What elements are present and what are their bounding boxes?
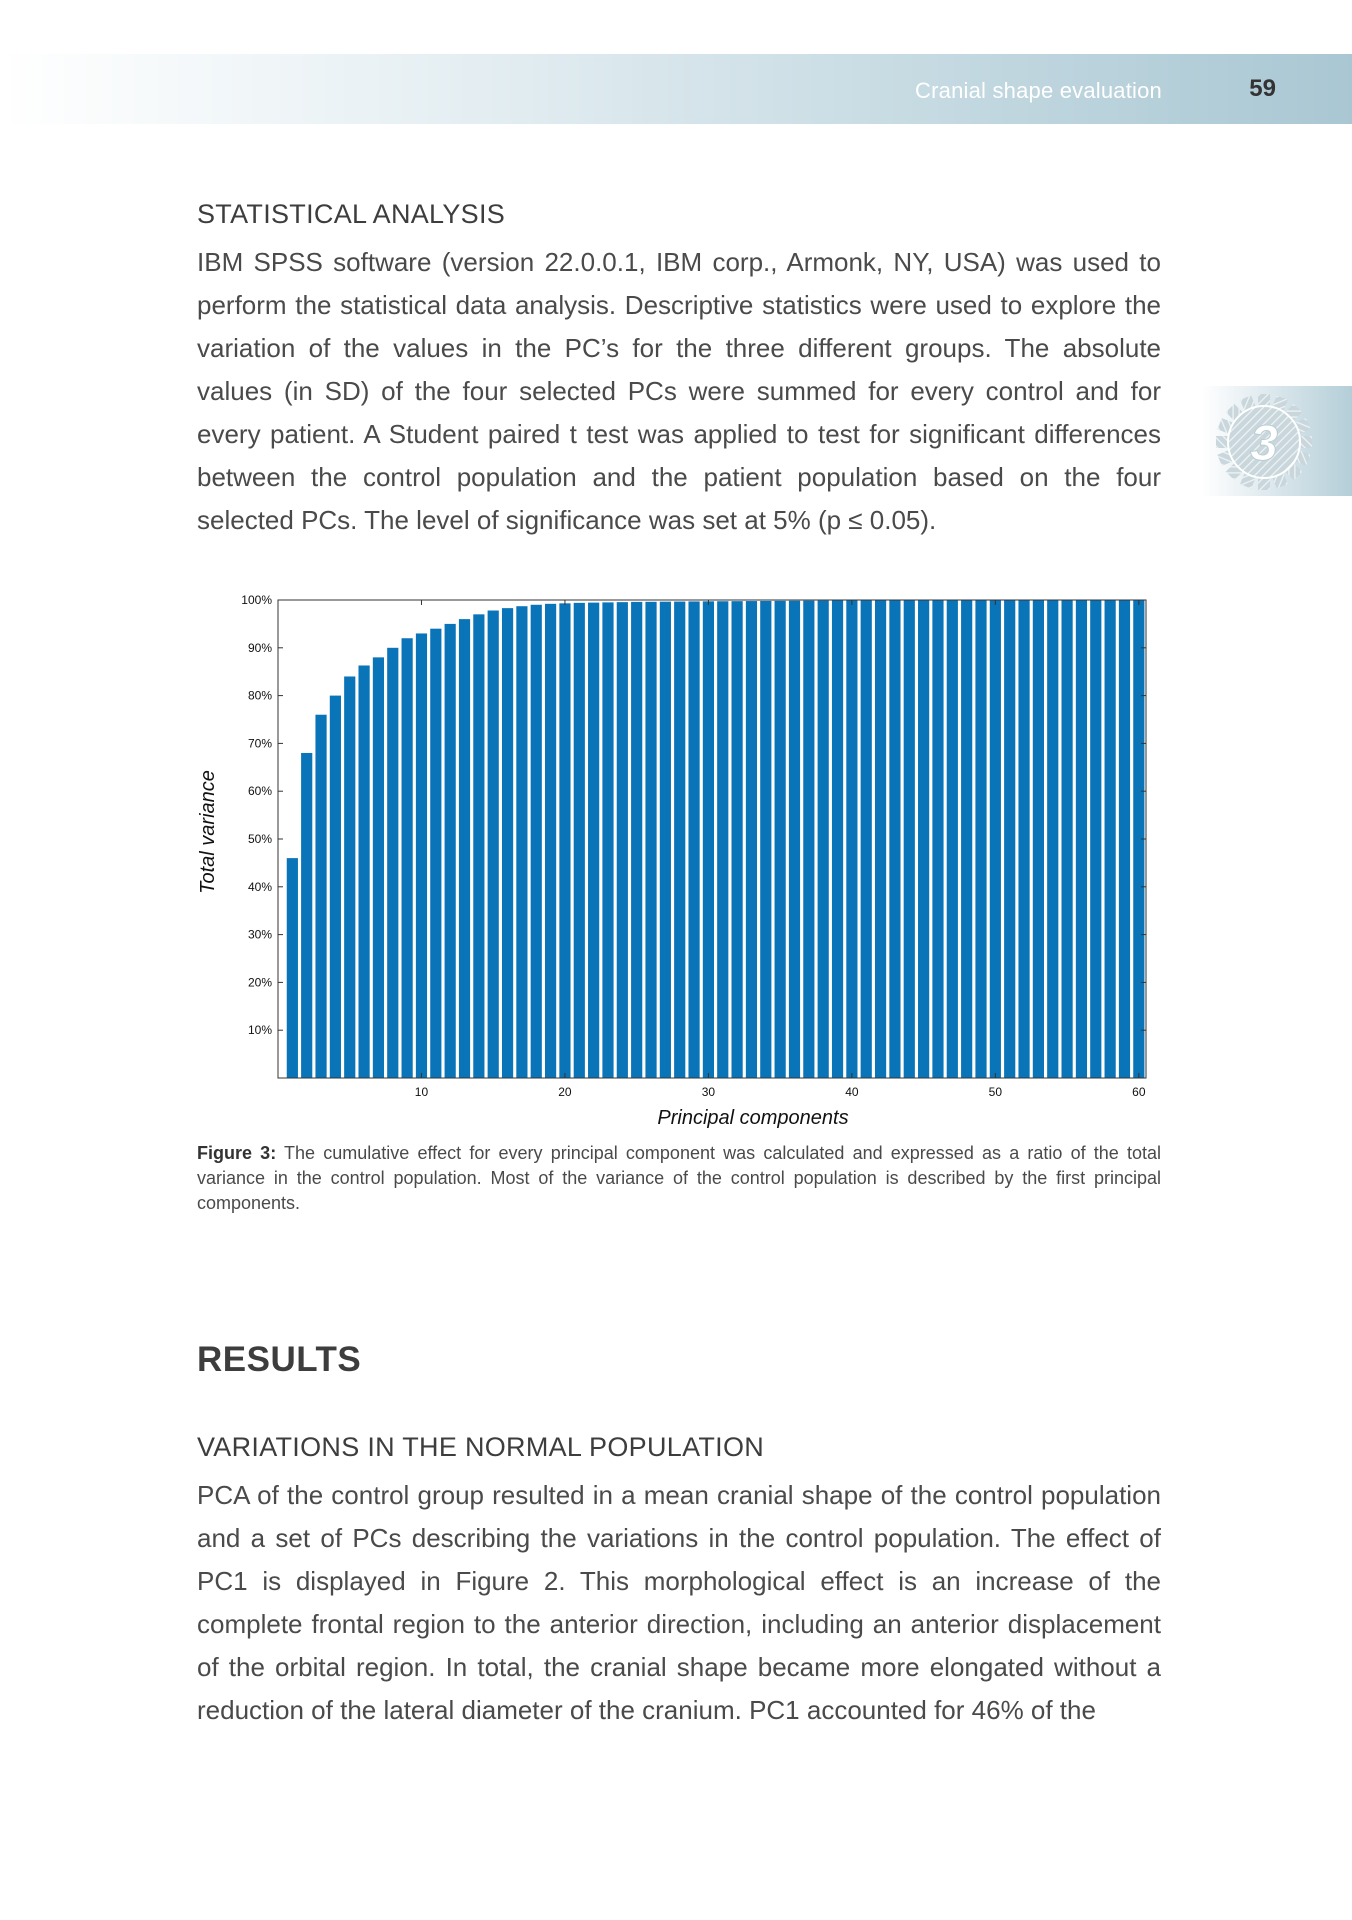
bar-pc-23 xyxy=(602,602,613,1078)
x-tick-label: 50 xyxy=(988,1085,1003,1099)
bar-pc-58 xyxy=(1105,600,1116,1078)
bar-pc-59 xyxy=(1119,600,1130,1078)
chapter-number: 3 xyxy=(1250,415,1278,471)
bar-pc-11 xyxy=(430,629,441,1078)
statistical-analysis-paragraph: IBM SPSS software (version 22.0.0.1, IBM corp., Armonk, NY, USA) was used to perform the statistical data analysis. Descriptive statistics were used to explore the variation of the values in the PC’s for the three different groups. The absolute values (in SD) of the four selected PCs were summed for every control and for every patient. A Student paired t test was applied to test for significant differences between the control population and the patient population based on the four selected PCs. The level of significance was set at 5% (p ≤ 0.05). xyxy=(197,247,1161,535)
bar-pc-36 xyxy=(789,601,800,1078)
running-title: Cranial shape evaluation xyxy=(915,78,1162,103)
bar-pc-8 xyxy=(387,648,398,1078)
bar-pc-26 xyxy=(645,602,656,1078)
x-tick-label: 20 xyxy=(558,1085,572,1099)
bar-pc-49 xyxy=(975,600,986,1078)
bar-pc-3 xyxy=(315,715,326,1078)
bar-pc-52 xyxy=(1018,600,1029,1078)
bar-pc-48 xyxy=(961,600,972,1078)
y-tick-label: 100% xyxy=(241,593,272,607)
results-paragraph: PCA of the control group resulted in a mean cranial shape of the control population and a set of PCs describing the variations in the control population. The effect of PC1 is displayed in Figure 2. This morphological effect is an increase of the complete frontal region to the anterior direction, including an anterior displacement of the orbital region. In total, the cranial shape became more elongated without a reduction of the lateral diameter of the cranium. PC1 accounted for 46% of the xyxy=(197,1480,1161,1725)
bar-pc-41 xyxy=(861,600,872,1078)
bar-pc-34 xyxy=(760,601,771,1078)
bar-pc-38 xyxy=(818,601,829,1078)
bar-pc-46 xyxy=(932,600,943,1078)
bar-pc-14 xyxy=(473,614,484,1078)
figure-3-caption-text: The cumulative effect for every principal component was calculated and expressed as a ratio of the total variance in the control population. Most of the variance of the control population is described by the first principal components. xyxy=(197,1143,1161,1213)
bar-pc-44 xyxy=(904,600,915,1078)
section-heading-statistical-analysis: STATISTICAL ANALYSIS xyxy=(197,199,506,229)
y-tick-label: 30% xyxy=(247,927,272,942)
bar-pc-40 xyxy=(846,600,857,1078)
y-tick-label: 70% xyxy=(247,736,272,751)
bar-series xyxy=(287,600,1145,1078)
bar-pc-47 xyxy=(947,600,958,1078)
bar-pc-27 xyxy=(660,602,671,1078)
bar-pc-24 xyxy=(617,602,628,1078)
bar-pc-17 xyxy=(516,606,527,1078)
bar-pc-43 xyxy=(889,600,900,1078)
y-tick-label: 90% xyxy=(247,640,272,655)
bar-pc-57 xyxy=(1090,600,1101,1078)
subsection-heading-normal-population: VARIATIONS IN THE NORMAL POPULATION xyxy=(197,1432,765,1462)
bar-pc-50 xyxy=(990,600,1001,1078)
bar-pc-28 xyxy=(674,602,685,1078)
bar-pc-55 xyxy=(1061,600,1072,1078)
x-axis-label: Principal components xyxy=(657,1107,849,1129)
y-tick-label: 50% xyxy=(247,832,272,846)
bar-pc-18 xyxy=(531,605,542,1078)
bar-pc-25 xyxy=(631,602,642,1078)
bar-pc-35 xyxy=(775,601,786,1078)
bar-pc-42 xyxy=(875,600,886,1078)
bar-pc-30 xyxy=(703,601,714,1078)
results-heading: RESULTS xyxy=(197,1340,362,1379)
bar-pc-15 xyxy=(488,611,499,1078)
bar-pc-5 xyxy=(344,676,355,1078)
bar-pc-37 xyxy=(803,601,814,1078)
bar-pc-32 xyxy=(732,601,743,1078)
bar-pc-19 xyxy=(545,604,556,1078)
bar-pc-16 xyxy=(502,608,513,1078)
y-tick-label: 40% xyxy=(247,879,272,894)
cumulative-variance-chart xyxy=(190,586,1170,1136)
figure-3-caption xyxy=(197,1141,1161,1216)
bar-pc-31 xyxy=(717,601,728,1078)
bar-pc-4 xyxy=(330,696,341,1078)
bar-pc-20 xyxy=(559,603,570,1078)
bar-pc-54 xyxy=(1047,600,1058,1078)
bar-pc-13 xyxy=(459,619,470,1078)
y-axis-label: Total variance xyxy=(197,770,219,894)
y-tick-label: 80% xyxy=(247,688,272,703)
bar-pc-45 xyxy=(918,600,929,1078)
y-tick-label: 60% xyxy=(247,784,272,799)
bar-pc-22 xyxy=(588,603,599,1078)
bar-pc-7 xyxy=(373,657,384,1078)
bar-pc-9 xyxy=(402,638,413,1078)
bar-pc-21 xyxy=(574,603,585,1078)
page-number: 59 xyxy=(1249,75,1276,102)
bar-pc-39 xyxy=(832,600,843,1078)
chapter-gear-icon xyxy=(1212,390,1316,494)
x-tick-label: 10 xyxy=(414,1085,429,1099)
y-tick-label: 20% xyxy=(247,975,272,990)
y-tick-label: 10% xyxy=(247,1023,272,1038)
x-tick-label: 40 xyxy=(845,1085,859,1099)
bar-pc-1 xyxy=(287,858,298,1078)
x-tick-label: 30 xyxy=(701,1085,716,1099)
bar-pc-12 xyxy=(445,624,456,1078)
bar-pc-53 xyxy=(1033,600,1044,1078)
bar-pc-56 xyxy=(1076,600,1087,1078)
figure-3-label: Figure 3: xyxy=(197,1143,277,1163)
bar-pc-33 xyxy=(746,601,757,1078)
bar-pc-2 xyxy=(301,753,312,1078)
bar-pc-10 xyxy=(416,633,427,1078)
bar-pc-6 xyxy=(358,665,369,1078)
bar-pc-51 xyxy=(1004,600,1015,1078)
bar-pc-29 xyxy=(688,601,699,1078)
x-tick-label: 60 xyxy=(1132,1085,1146,1099)
